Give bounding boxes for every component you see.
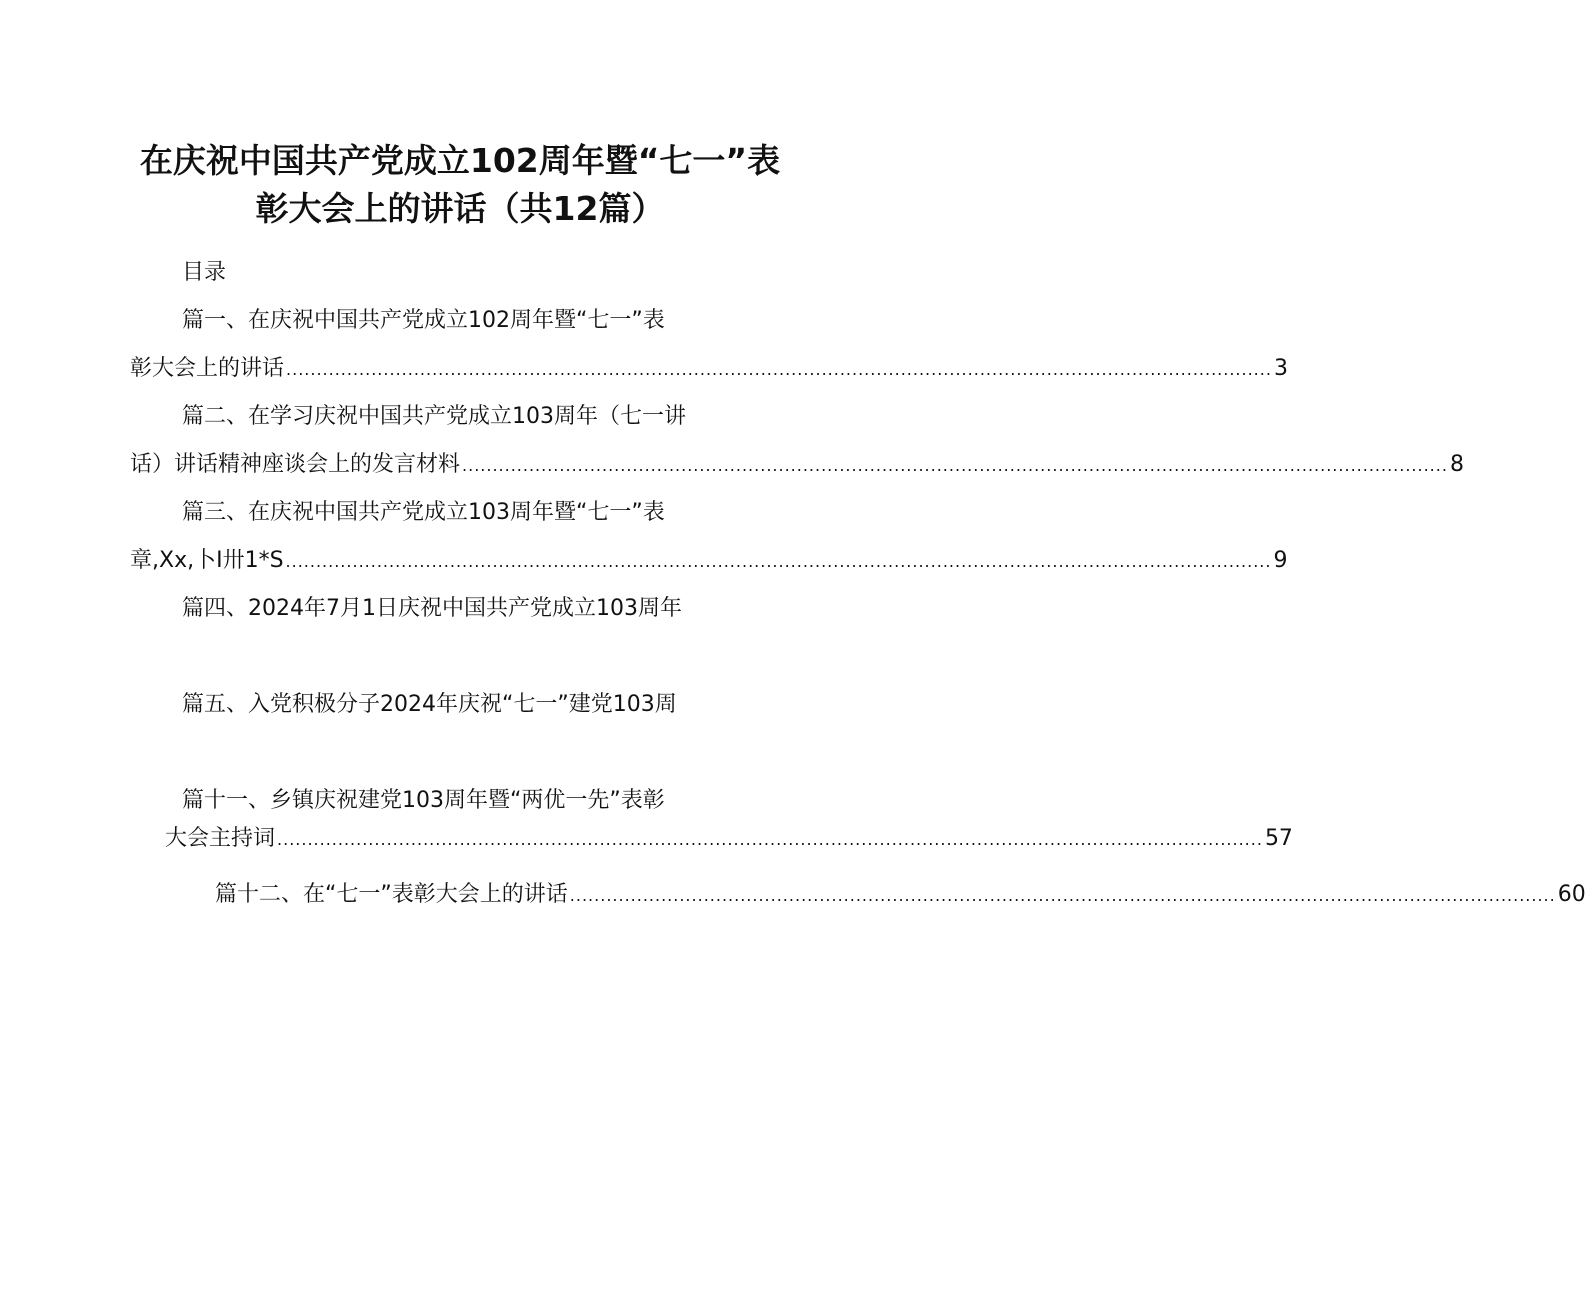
toc-leader-dots: .................................................................................................................................................................. (569, 886, 1556, 905)
toc-entry-1-line[interactable] (130, 354, 1288, 385)
toc-entry-3-line[interactable] (130, 546, 1288, 577)
toc-leader-dots: .................................................................................................................................................................. (285, 552, 1272, 571)
toc-entry-1-page: 3 (1273, 356, 1288, 381)
toc-entry-1-title-cont: 彰大会上的讲话 (130, 356, 285, 381)
toc-entry-11-page: 57 (1264, 826, 1293, 851)
toc-entry-5-title[interactable]: 篇五、入党积极分子2024年庆祝“七一”建党103周 (182, 692, 677, 717)
toc-leader-dots: .................................................................................................................................................................. (462, 456, 1448, 475)
toc-entry-12-line[interactable] (215, 880, 1586, 911)
toc-entry-2-page: 8 (1449, 452, 1464, 477)
toc-entry-1-title: 篇一、在庆祝中国共产党成立102周年暨“七一”表 (182, 308, 665, 333)
document-title-line-2: 彰大会上的讲话（共12篇） (255, 189, 665, 228)
toc-entry-2-title-cont: 话）讲话精神座谈会上的发言材料 (130, 452, 461, 477)
document-title-line-1: 在庆祝中国共产党成立102周年暨“七一”表 (139, 141, 781, 180)
toc-entry-3-title: 篇三、在庆祝中国共产党成立103周年暨“七一”表 (182, 500, 665, 525)
toc-entry-3-page: 9 (1273, 548, 1288, 573)
toc-entry-11-title-cont: 大会主持词 (165, 826, 276, 851)
toc-heading: 目录 (182, 260, 227, 285)
toc-leader-dots: .................................................................................................................................................................. (277, 830, 1263, 849)
toc-entry-2-line[interactable] (130, 450, 1464, 481)
toc-entry-4-title[interactable]: 篇四、2024年7月1日庆祝中国共产党成立103周年 (182, 596, 682, 621)
toc-leader-dots: .................................................................................................................................................................. (286, 360, 1272, 379)
toc-entry-2-title: 篇二、在学习庆祝中国共产党成立103周年（七一讲 (182, 404, 686, 429)
toc-entry-12-title: 篇十二、在“七一”表彰大会上的讲话 (215, 882, 568, 907)
toc-entry-11-title: 篇十一、乡镇庆祝建党103周年暨“两优一先”表彰 (182, 788, 665, 813)
toc-entry-3-title-cont: 章,Xx,卜I卅1*S (130, 548, 284, 573)
toc-entry-11-line[interactable] (165, 824, 1293, 855)
toc-entry-12-page: 60 (1557, 882, 1586, 907)
